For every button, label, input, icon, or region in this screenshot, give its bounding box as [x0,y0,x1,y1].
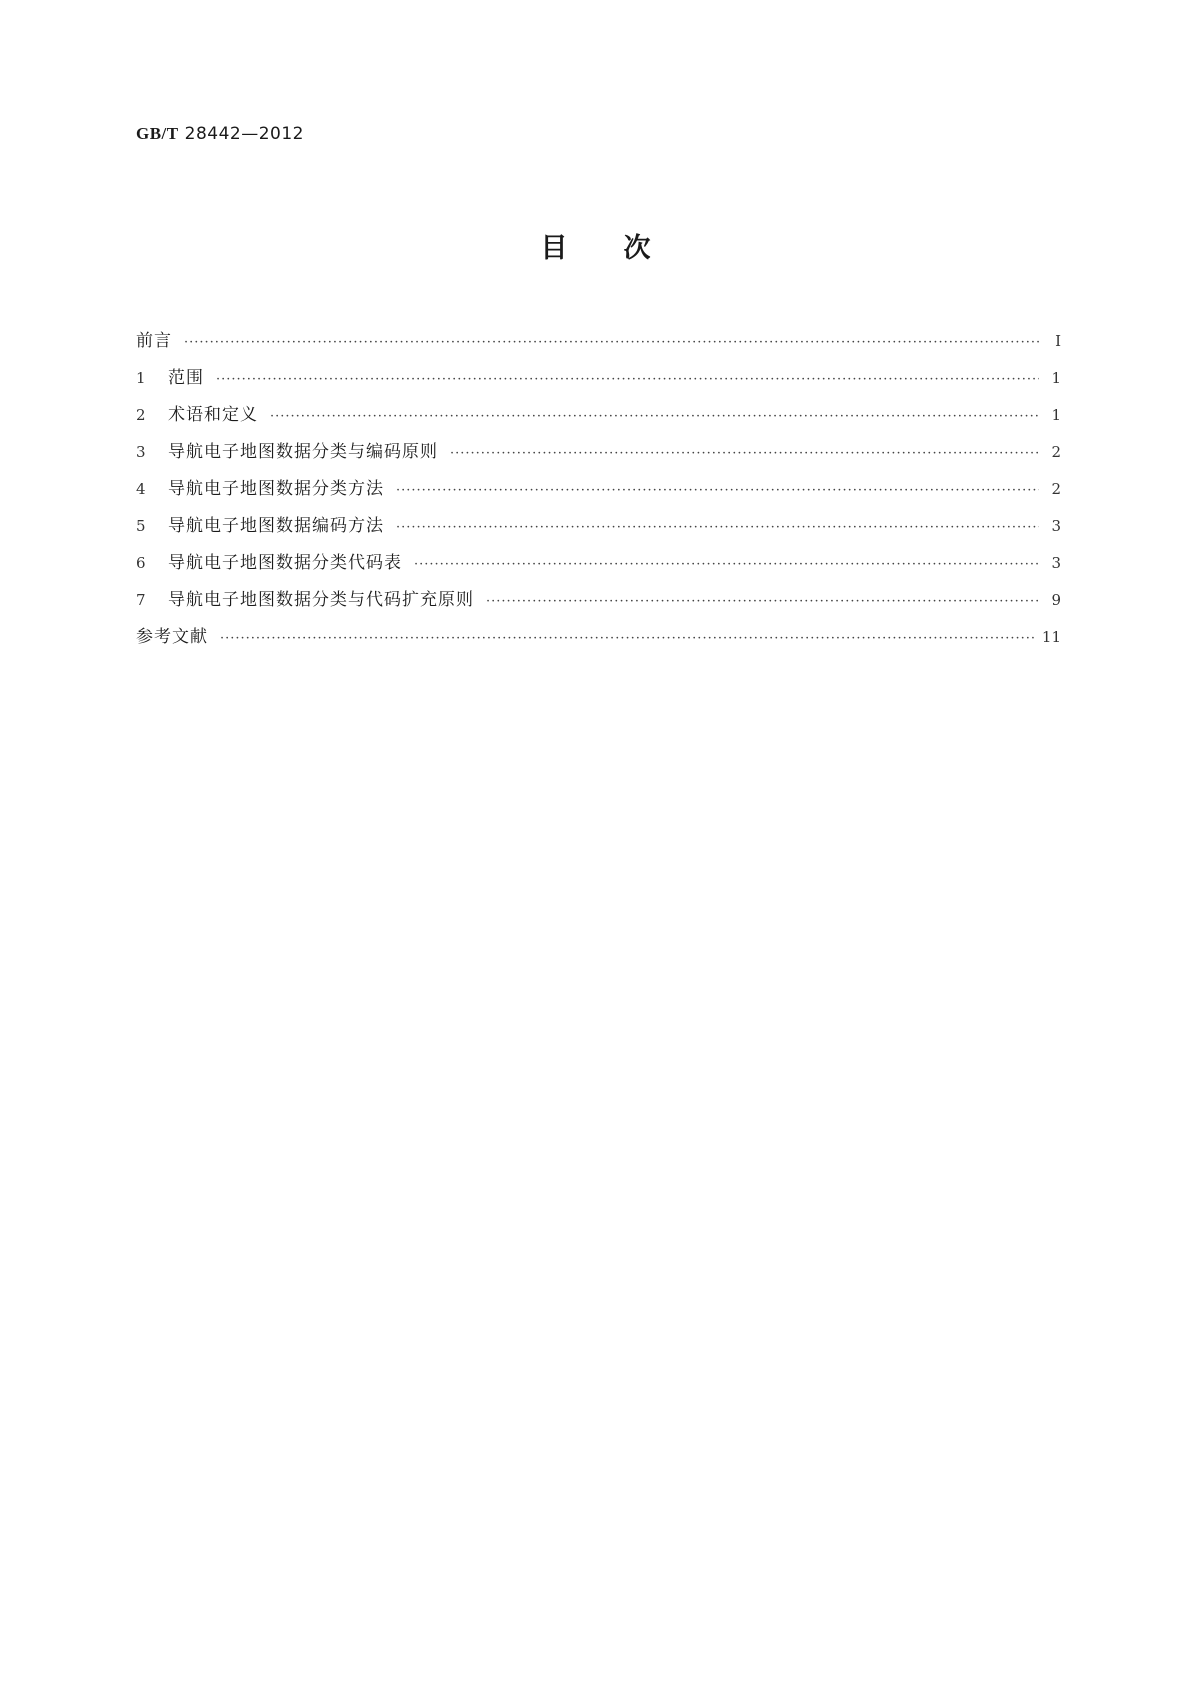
table-of-contents [136,326,1061,659]
toc-entry-extension-principles[interactable] [136,585,1061,622]
toc-entry-number: 7 [136,591,146,609]
toc-entry-principles[interactable] [136,437,1061,474]
toc-entry-label: 导航电子地图数据分类与代码扩充原则 [168,590,474,610]
toc-leader-dots [216,372,1039,387]
toc-leader-dots [414,557,1039,572]
toc-leader-dots [184,335,1039,350]
toc-entry-page: 2 [1051,480,1061,498]
toc-leader-dots [396,520,1039,535]
toc-leader-dots [450,446,1039,461]
toc-entry-foreword[interactable] [136,326,1061,363]
toc-entry-number: 5 [136,517,146,535]
toc-entry-number: 1 [136,369,146,387]
toc-entry-scope[interactable] [136,363,1061,400]
toc-entry-code-table[interactable] [136,548,1061,585]
toc-leader-dots [486,594,1039,609]
standard-number: 28442—2012 [184,124,304,144]
toc-entry-number: 6 [136,554,146,572]
toc-entry-page: 11 [1041,628,1061,646]
standard-prefix: GB/T [136,124,179,143]
toc-entry-label: 导航电子地图数据分类代码表 [168,553,402,573]
toc-entry-page: 9 [1051,591,1061,609]
toc-entry-terms[interactable] [136,400,1061,437]
toc-entry-number: 2 [136,406,146,424]
toc-entry-label: 导航电子地图数据分类方法 [168,479,384,499]
toc-entry-page: 1 [1051,369,1061,387]
toc-entry-label: 导航电子地图数据编码方法 [168,516,384,536]
toc-leader-dots [396,483,1039,498]
toc-entry-label: 参考文献 [136,627,208,647]
standard-code [136,124,304,144]
toc-entry-classification-method[interactable] [136,474,1061,511]
toc-entry-number: 4 [136,480,146,498]
toc-entry-page: 1 [1051,406,1061,424]
toc-entry-page: Ⅰ [1055,332,1061,350]
toc-entry-label: 术语和定义 [168,405,258,425]
toc-leader-dots [270,409,1039,424]
toc-entry-number: 3 [136,443,146,461]
toc-entry-page: 3 [1051,517,1061,535]
toc-entry-page: 2 [1051,443,1061,461]
toc-entry-label: 导航电子地图数据分类与编码原则 [168,442,438,462]
toc-entry-bibliography[interactable] [136,622,1061,659]
toc-entry-label: 范围 [168,368,204,388]
toc-entry-label: 前言 [136,331,172,351]
toc-leader-dots [220,631,1034,646]
toc-entry-page: 3 [1051,554,1061,572]
toc-entry-coding-method[interactable] [136,511,1061,548]
page-title: 目次 [540,233,707,264]
